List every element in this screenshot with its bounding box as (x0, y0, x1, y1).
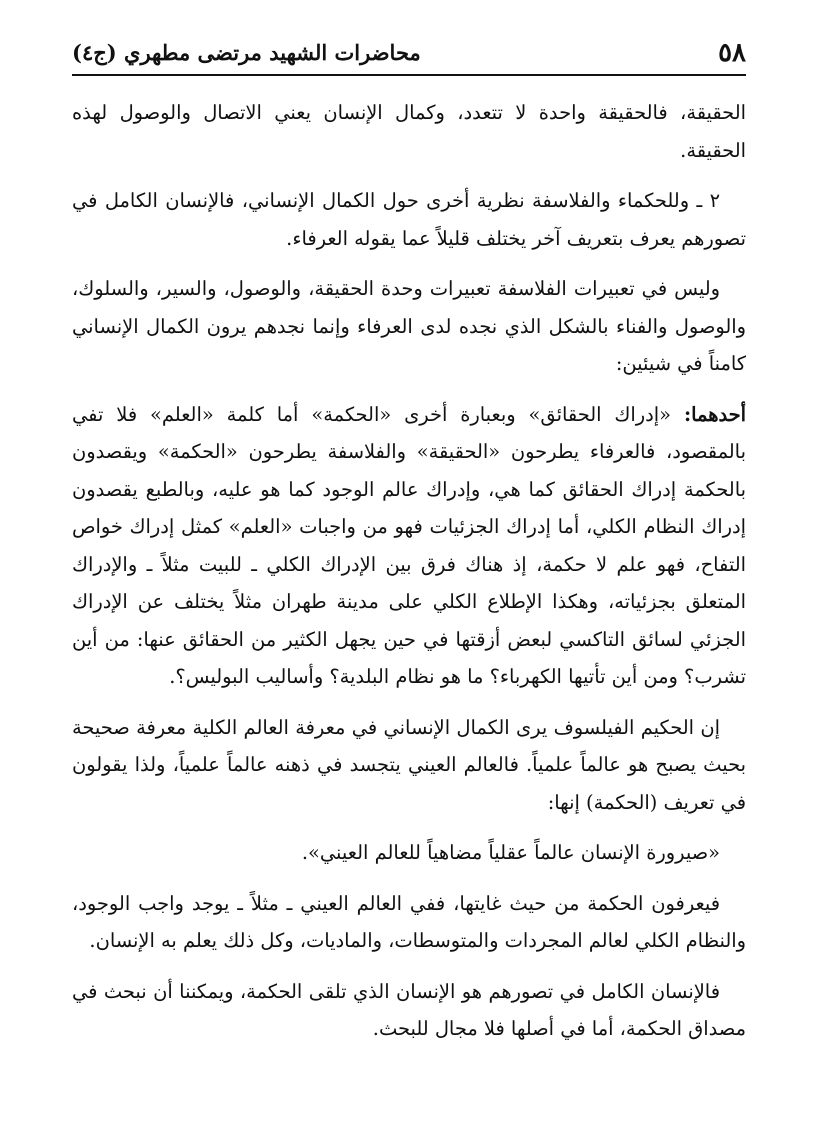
paragraph-text: الحقيقة، فالحقيقة واحدة لا تتعدد، وكمال الإنسان يعني الاتصال والوصول لهذه الحقيقة. (72, 101, 746, 162)
paragraph-text: فالإنسان الكامل في تصورهم هو الإنسان الذي تلقى الحكمة، ويمكننا أن نبحث في مصداق الحكمة، أما في أصلها فلا مجال للبحث. (72, 979, 746, 1040)
paragraph-text: «إدراك الحقائق» وبعبارة أخرى «الحكمة» أما كلمة «العلم» فلا تفي بالمقصود، فالعرفاء يطرحون «الحقيقة» والفلاسفة يطرحون «الحكمة» ويقصدون بالحكمة إدراك الحقائق كما هي، وإدراك عالم الوجود كما هو عليه، وبالطبع يقصدون إدراك النظام الكلي، أما إدراك الجزئيات فهو من واجبات «العلم» كمثل إدراك خواص التفاح، فهو علم لا حكمة، إذ هناك فرق بين الإدراك الكلي ـ للبيت مثلاً ـ والإدراك المتعلق بجزئياته، وهكذا الإطلاع الكلي على مدينة طهران مثلاً يختلف عن الإدراك الجزئي لسائق التاكسي لبعض أزقتها في حين يجهل الكثير من الحقائق عنها: من أين تشرب؟ ومن أين تأتيها الكهرباء؟ ما هو نظام البلدية؟ وأساليب البوليس؟. (72, 402, 746, 688)
running-title: محاضرات الشهيد مرتضى مطهري (ج٤) (72, 40, 421, 65)
page-header (72, 30, 746, 70)
quotation-text: «صيرورة الإنسان عالماً عقلياً مضاهياً للعالم العيني». (301, 841, 720, 864)
paragraph-text: فيعرفون الحكمة من حيث غايتها، ففي العالم العيني ـ مثلاً ـ يوجد واجب الوجود، والنظام الكلي لعالم المجردات والمتوسطات، والماديات، وكل ذلك يعلم به الإنسان. (72, 891, 746, 952)
paragraph-text: وليس في تعبيرات الفلاسفة تعبيرات وحدة الحقيقة، والوصول، والسير، والسلوك، والوصول والفناء بالشكل الذي نجده لدى العرفاء وإنما نجدهم يرون الكمال الإنساني كامناً في شيئين: (72, 277, 746, 375)
paragraph (72, 270, 746, 383)
paragraph (72, 182, 746, 257)
paragraph-lead: أحدهما: (683, 402, 746, 426)
paragraph (72, 709, 746, 822)
paragraph (72, 396, 746, 696)
paragraph (72, 973, 746, 1048)
paragraph (72, 885, 746, 960)
quotation (72, 834, 746, 872)
header-divider (72, 74, 746, 76)
paragraph-text: إن الحكيم الفيلسوف يرى الكمال الإنساني في معرفة العالم الكلية معرفة صحيحة بحيث يصبح هو عالماً علمياً. فالعالم العيني يتجسد في ذهنه عالماً علمياً، ولذا يقولون في تعريف (الحكمة) إنها: (72, 715, 746, 814)
paragraph (72, 94, 746, 169)
paragraph-text: ٢ ـ وللحكماء والفلاسفة نظرية أخرى حول الكمال الإنساني، فالإنسان الكامل في تصورهم يعرف بتعريف آخر يختلف قليلاً عما يقوله العرفاء. (72, 189, 746, 250)
page-number: ٥٨ (718, 38, 746, 68)
page-body (72, 94, 746, 1061)
